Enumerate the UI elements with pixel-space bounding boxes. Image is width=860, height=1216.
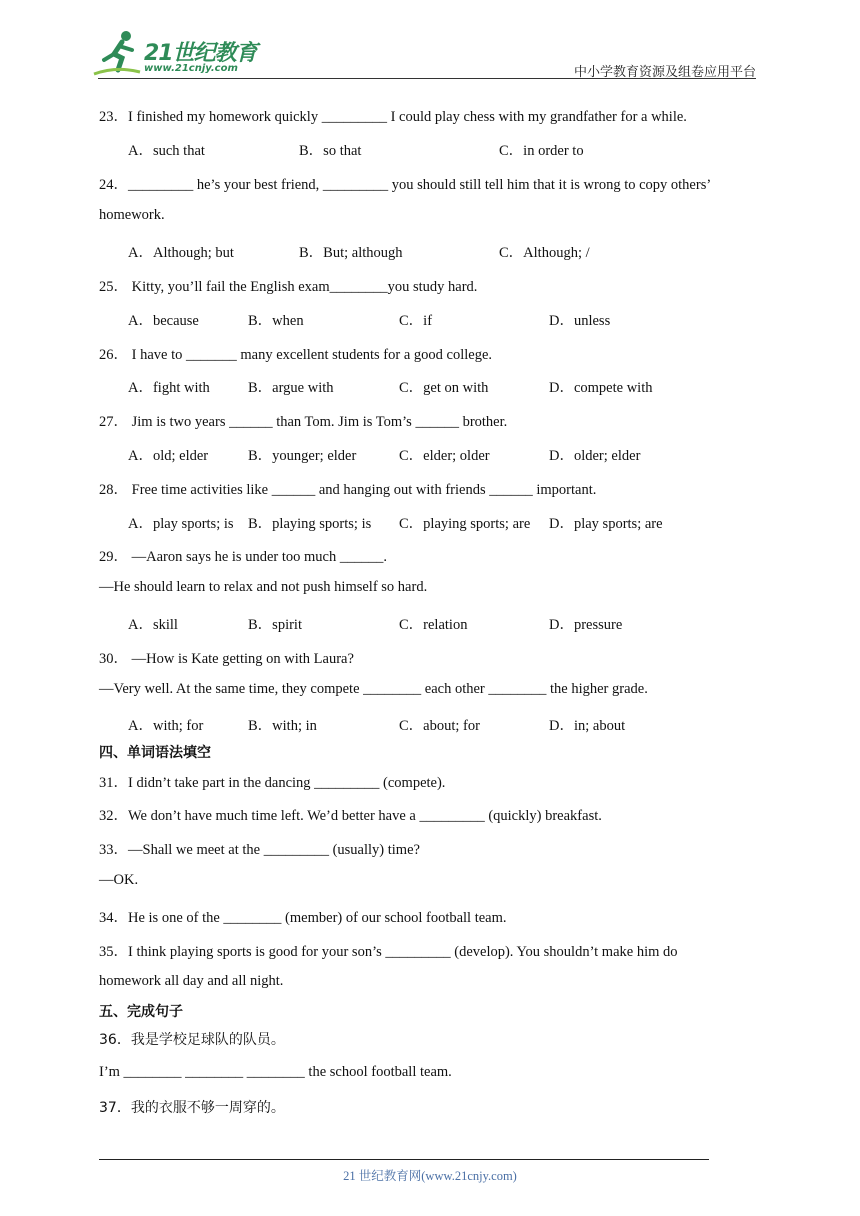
q24-option-a: A．Although; but bbox=[128, 245, 234, 261]
logo bbox=[92, 30, 262, 80]
q25-option-d: D．unless bbox=[549, 313, 611, 329]
question-37: 37．我的衣服不够一周穿的。 bbox=[99, 1100, 285, 1116]
q27-option-d: D．older; elder bbox=[549, 448, 641, 464]
q28-option-b: B．playing sports; is bbox=[248, 516, 372, 532]
runner-logo-icon bbox=[92, 30, 142, 76]
question-33-reply: —OK. bbox=[99, 872, 139, 888]
question-30-reply: —Very well. At the same time, they compete ________ each other ________ the higher grade. bbox=[99, 681, 648, 697]
question-33: 33．—Shall we meet at the _________ (usually) time? bbox=[99, 842, 420, 858]
q25-option-b: B．when bbox=[248, 313, 304, 329]
q26-option-b: B．argue with bbox=[248, 380, 334, 396]
footer-text: 21 世纪教育网(www.21cnjy.com) bbox=[343, 1169, 517, 1183]
header-divider bbox=[98, 78, 756, 79]
question-27: 27． Jim is two years ______ than Tom. Jim is Tom’s ______ brother. bbox=[99, 414, 508, 430]
q29-option-b: B．spirit bbox=[248, 617, 302, 633]
q30-option-c: C．about; for bbox=[399, 718, 480, 734]
q23-option-b: B．so that bbox=[299, 143, 362, 159]
q27-option-a: A．old; elder bbox=[128, 448, 209, 464]
q28-option-a: A．play sports; is bbox=[128, 516, 234, 532]
question-31: 31．I didn’t take part in the dancing _________ (compete). bbox=[99, 775, 446, 791]
question-35: 35．I think playing sports is good for your son’s _________ (develop). You shouldn’t make him do bbox=[99, 944, 678, 960]
section-5-heading: 五、完成句子 bbox=[99, 1004, 183, 1020]
section-4-heading: 四、单词语法填空 bbox=[99, 745, 211, 761]
question-29-reply: —He should learn to relax and not push himself so hard. bbox=[99, 579, 428, 595]
q28-option-c: C．playing sports; are bbox=[399, 516, 531, 532]
q24-option-c: C．Although; / bbox=[499, 245, 590, 261]
question-26: 26． I have to _______ many excellent students for a good college. bbox=[99, 347, 493, 363]
q29-option-c: C．relation bbox=[399, 617, 468, 633]
q29-option-a: A．skill bbox=[128, 617, 178, 633]
q23-option-a: A．such that bbox=[128, 143, 205, 159]
header-platform-text: 中小学教育资源及组卷应用平台 bbox=[573, 65, 756, 80]
question-30: 30． —How is Kate getting on with Laura? bbox=[99, 651, 354, 667]
q26-option-d: D．compete with bbox=[549, 380, 653, 396]
footer-divider bbox=[99, 1159, 709, 1160]
q25-option-c: C．if bbox=[399, 313, 433, 329]
q26-option-c: C．get on with bbox=[399, 380, 489, 396]
question-24-cont: homework. bbox=[99, 207, 165, 223]
question-29: 29． —Aaron says he is under too much ______. bbox=[99, 549, 387, 565]
q24-option-b: B．But; although bbox=[299, 245, 403, 261]
question-28: 28． Free time activities like ______ and hanging out with friends ______ important. bbox=[99, 482, 597, 498]
page-header bbox=[0, 0, 860, 82]
question-34: 34．He is one of the ________ (member) of our school football team. bbox=[99, 910, 507, 926]
question-24: 24．_________ he’s your best friend, _________ you should still tell him that it is wrong to copy others’ bbox=[99, 177, 712, 193]
question-23: 23．I finished my homework quickly _________ I could play chess with my grandfather for a while. bbox=[99, 109, 687, 125]
q27-option-c: C．elder; older bbox=[399, 448, 490, 464]
q30-option-a: A．with; for bbox=[128, 718, 204, 734]
logo-url: www.21cnjy.com bbox=[144, 63, 238, 74]
q30-option-b: B．with; in bbox=[248, 718, 317, 734]
question-25: 25． Kitty, you’ll fail the English exam________you study hard. bbox=[99, 279, 478, 295]
q23-option-c: C．in order to bbox=[499, 143, 584, 159]
question-36: 36．我是学校足球队的队员。 bbox=[99, 1032, 285, 1048]
q28-option-d: D．play sports; are bbox=[549, 516, 663, 532]
question-32: 32．We don’t have much time left. We’d better have a _________ (quickly) breakfast. bbox=[99, 808, 602, 824]
question-36-blank: I’m ________ ________ ________ the school football team. bbox=[99, 1064, 452, 1080]
q30-option-d: D．in; about bbox=[549, 718, 626, 734]
q25-option-a: A．because bbox=[128, 313, 199, 329]
q26-option-a: A．fight with bbox=[128, 380, 210, 396]
q29-option-d: D．pressure bbox=[549, 617, 623, 633]
question-35-cont: homework all day and all night. bbox=[99, 973, 284, 989]
q27-option-b: B．younger; elder bbox=[248, 448, 357, 464]
logo-text: 21世纪教育 bbox=[144, 41, 257, 66]
